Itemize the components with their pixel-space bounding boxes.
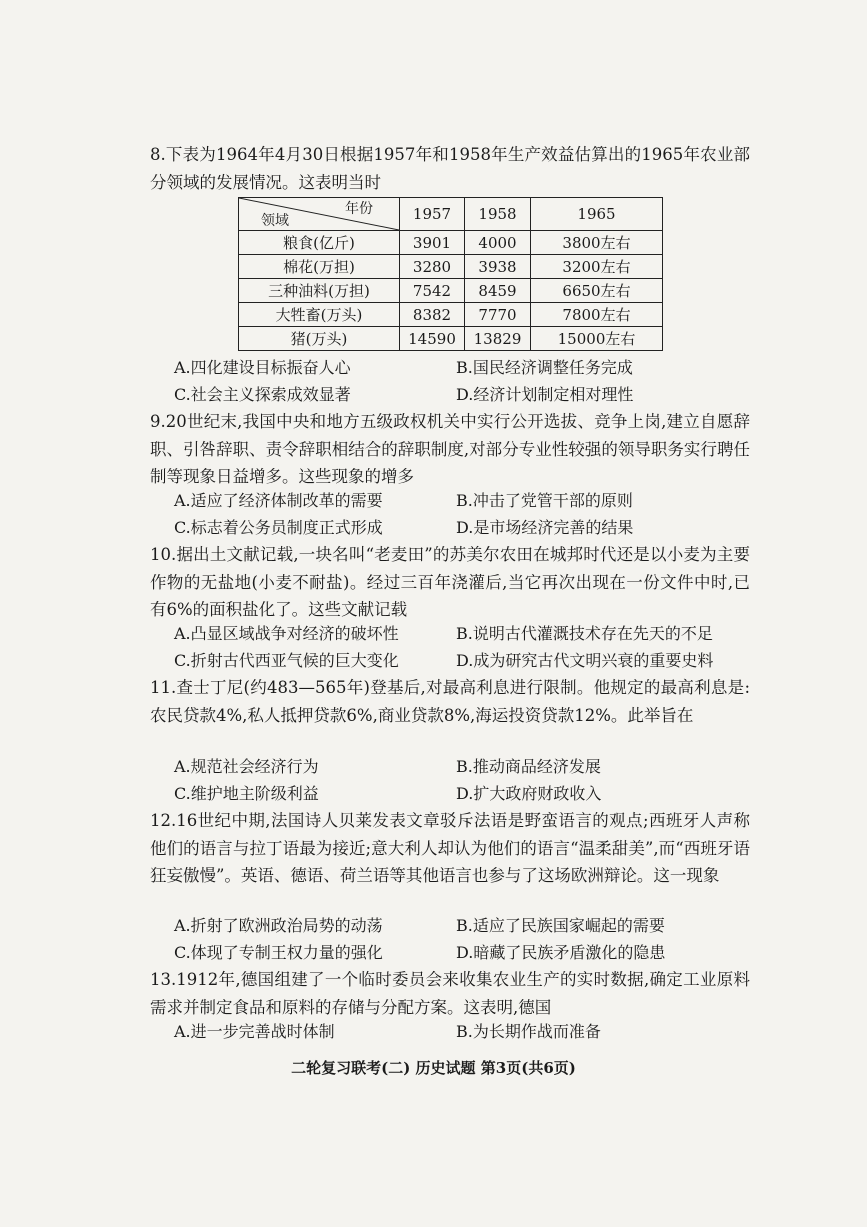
question-10-options	[174, 620, 754, 674]
question-11-stem: 11.查士丁尼(约483—565年)登基后,对最高利息进行限制。他规定的最高利息是:农民贷款4%,私人抵押贷款6%,商业贷款8%,海运投资贷款12%。此举旨在	[150, 678, 750, 725]
table-row	[239, 255, 663, 279]
row-field: 粮食(亿斤)	[239, 231, 400, 255]
table-row	[239, 303, 663, 327]
row-value-1965: 6650左右	[531, 279, 663, 303]
header-year-1958: 1958	[465, 198, 531, 231]
table-row	[239, 327, 663, 351]
row-field: 大牲畜(万头)	[239, 303, 400, 327]
row-value-1965: 3800左右	[531, 231, 663, 255]
option-c[interactable]: C.体现了专制王权力量的强化	[174, 943, 383, 962]
table-row	[239, 231, 663, 255]
option-d[interactable]: D.扩大政府财政收入	[456, 784, 602, 803]
row-field: 三种油料(万担)	[239, 279, 400, 303]
page-footer: 二轮复习联考(二) 历史试题 第3页(共6页)	[291, 1059, 576, 1077]
header-year-1965: 1965	[531, 198, 663, 231]
row-field: 猪(万头)	[239, 327, 400, 351]
row-value-1957: 3901	[400, 231, 465, 255]
row-value-1958: 7770	[465, 303, 531, 327]
option-b[interactable]: B.说明古代灌溉技术存在先天的不足	[456, 624, 713, 643]
header-year-label: 年份	[345, 201, 373, 217]
option-b[interactable]: B.冲击了党管干部的原则	[456, 491, 633, 510]
question-13-stem: 13.1912年,德国组建了一个临时委员会来收集农业生产的实时数据,确定工业原料需求并制定食品和原料的存储与分配方案。这表明,德国	[150, 970, 750, 1017]
option-d[interactable]: D.成为研究古代文明兴衰的重要史料	[456, 651, 714, 670]
option-c[interactable]: C.折射古代西亚气候的巨大变化	[174, 651, 399, 670]
row-value-1965: 3200左右	[531, 255, 663, 279]
row-value-1957: 8382	[400, 303, 465, 327]
question-9-options	[174, 487, 754, 541]
option-b[interactable]: B.适应了民族国家崛起的需要	[456, 916, 665, 935]
question-12-options	[174, 912, 754, 966]
table-header-row	[239, 198, 663, 231]
row-value-1965: 7800左右	[531, 303, 663, 327]
question-9-stem: 9.20世纪末,我国中央和地方五级政权机关中实行公开选拔、竞争上岗,建立自愿辞职、引咎辞职、责令辞职相结合的辞职制度,对部分专业性较强的领导职务实行聘任制等现象日益增多。这些现象的增多	[150, 412, 750, 486]
row-value-1957: 3280	[400, 255, 465, 279]
row-value-1958: 3938	[465, 255, 531, 279]
option-a[interactable]: A.进一步完善战时体制	[174, 1022, 335, 1041]
option-d[interactable]: D.暗藏了民族矛盾激化的隐患	[456, 943, 666, 962]
row-value-1958: 13829	[465, 327, 531, 351]
option-c[interactable]: C.维护地主阶级利益	[174, 784, 319, 803]
option-c[interactable]: C.社会主义探索成效显著	[174, 385, 351, 404]
agriculture-table	[238, 197, 663, 351]
option-b[interactable]: B.为长期作战而准备	[456, 1022, 601, 1041]
option-a[interactable]: A.四化建设目标振奋人心	[174, 358, 351, 377]
table-row	[239, 279, 663, 303]
header-year-1957: 1957	[400, 198, 465, 231]
option-a[interactable]: A.凸显区域战争对经济的破坏性	[174, 624, 399, 643]
question-10-stem: 10.据出土文献记载,一块名叫“老麦田”的苏美尔农田在城邦时代还是以小麦为主要作物的无盐地(小麦不耐盐)。经过三百年浇灌后,当它再次出现在一份文件中时,已有6%的面积盐化了。这些文献记载	[150, 545, 750, 619]
table-header-diagonal-cell	[239, 198, 400, 231]
row-field: 棉花(万担)	[239, 255, 400, 279]
row-value-1965: 15000左右	[531, 327, 663, 351]
option-d[interactable]: D.是市场经济完善的结果	[456, 518, 634, 537]
question-8-options	[174, 354, 754, 408]
question-11-options	[174, 753, 754, 807]
option-a[interactable]: A.规范社会经济行为	[174, 757, 319, 776]
question-13-options	[174, 1018, 754, 1045]
row-value-1958: 8459	[465, 279, 531, 303]
option-b[interactable]: B.国民经济调整任务完成	[456, 358, 633, 377]
option-a[interactable]: A.折射了欧洲政治局势的动荡	[174, 916, 383, 935]
question-8-stem: 8.下表为1964年4月30日根据1957年和1958年生产效益估算出的1965年农业部分领域的发展情况。这表明当时	[150, 145, 750, 192]
option-c[interactable]: C.标志着公务员制度正式形成	[174, 518, 383, 537]
question-12-stem: 12.16世纪中期,法国诗人贝莱发表文章驳斥法语是野蛮语言的观点;西班牙人声称他们的语言与拉丁语最为接近;意大利人却认为他们的语言“温柔甜美”,而“西班牙语狂妄傲慢”。英语、德语、荷兰语等其他语言也参与了这场欧洲辩论。这一现象	[150, 811, 750, 885]
row-value-1957: 14590	[400, 327, 465, 351]
option-d[interactable]: D.经济计划制定相对理性	[456, 385, 634, 404]
option-a[interactable]: A.适应了经济体制改革的需要	[174, 491, 383, 510]
row-value-1958: 4000	[465, 231, 531, 255]
header-field-label: 领域	[261, 213, 289, 229]
option-b[interactable]: B.推动商品经济发展	[456, 757, 601, 776]
row-value-1957: 7542	[400, 279, 465, 303]
